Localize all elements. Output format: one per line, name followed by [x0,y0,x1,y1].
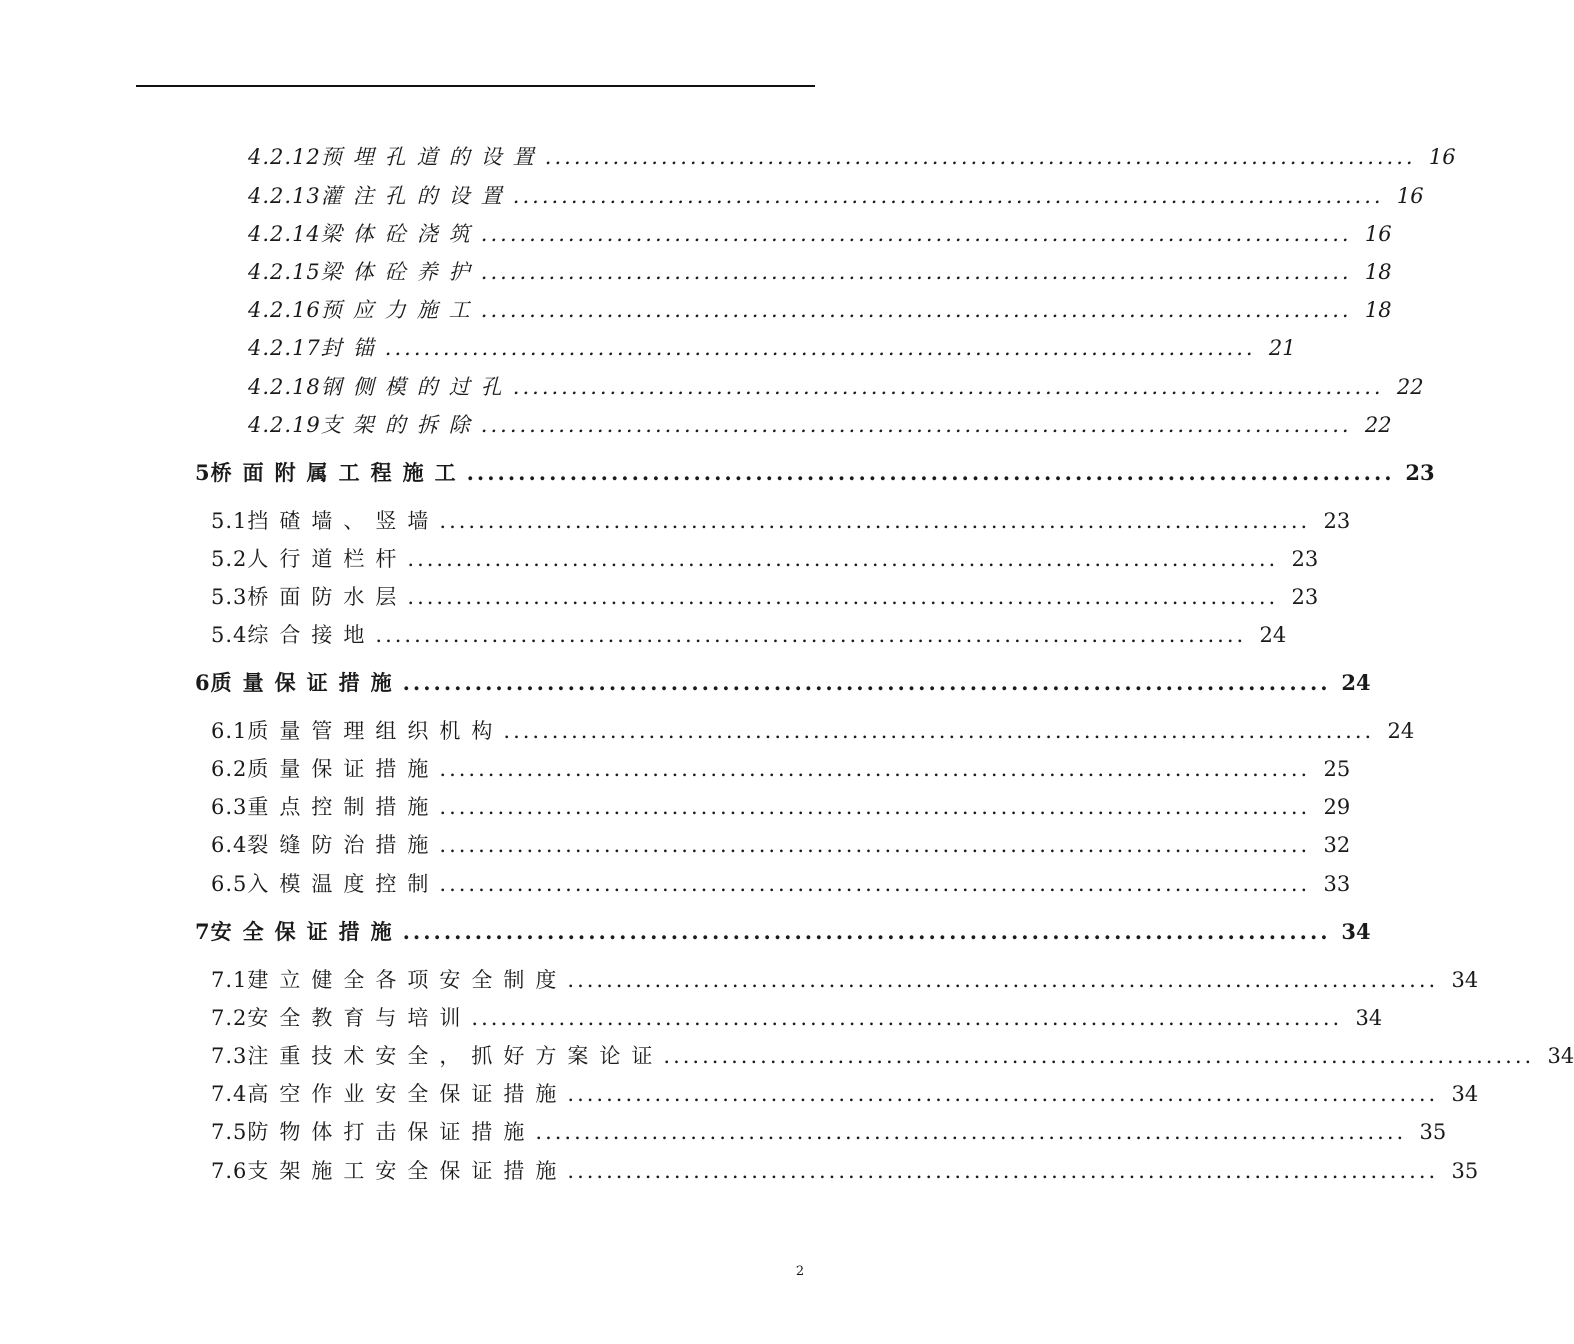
toc-entry-6-1[interactable] [211,718,1415,744]
toc-entry-4-2-15[interactable] [248,259,1392,285]
toc-entry-title: 入模温度控制 [247,872,440,896]
toc-entry-number: 7.2 [211,1006,248,1030]
toc-dot-leader: .......................................................................................... [466,460,1395,485]
toc-dot-leader: .......................................................................................... [512,375,1384,399]
toc-entry-page: 16 [1364,222,1392,246]
toc-entry-number: 4.2.18 [248,375,321,399]
toc-dot-leader: .......................................................................................... [439,872,1311,896]
toc-entry-title: 安全保证措施 [210,919,403,944]
toc-entry-5-1[interactable] [211,508,1351,534]
toc-entry-title: 综合接地 [247,623,376,647]
toc-entry-page: 34 [1451,968,1479,992]
toc-entry-5-4[interactable] [211,622,1287,648]
toc-entry-4-2-18[interactable] [248,374,1424,400]
toc-dot-leader: .......................................................................................... [375,623,1247,647]
toc-entry-title: 梁体砼养护 [320,260,481,284]
toc-dot-leader: .......................................................................................... [407,547,1279,571]
toc-dot-leader: .......................................................................................... [535,1120,1407,1144]
toc-entry-4-2-16[interactable] [248,297,1392,323]
toc-dot-leader: .......................................................................................... [567,1159,1439,1183]
toc-entry-title: 安全教育与培训 [247,1006,472,1030]
toc-entry-5-2[interactable] [211,546,1319,572]
toc-chapter-7[interactable] [195,919,1371,945]
page-number: 2 [795,1264,805,1279]
toc-entry-page: 25 [1323,757,1351,781]
toc-entry-number: 5.2 [211,547,248,571]
toc-entry-number: 4.2.12 [248,145,321,169]
toc-entry-page: 32 [1323,833,1351,857]
toc-dot-leader: .......................................................................................... [402,670,1331,695]
toc-dot-leader: .......................................................................................... [439,833,1311,857]
toc-entry-title: 防物体打击保证措施 [247,1120,536,1144]
toc-entry-number: 6.2 [211,757,248,781]
toc-entry-4-2-13[interactable] [248,183,1424,209]
toc-entry-title: 钢侧模的过孔 [320,375,513,399]
toc-entry-7-5[interactable] [211,1119,1447,1145]
toc-dot-leader: .......................................................................................... [471,1006,1343,1030]
toc-entry-page: 23 [1405,460,1435,485]
toc-dot-leader: .......................................................................................... [663,1044,1535,1068]
toc-entry-number: 5.3 [211,585,248,609]
toc-entry-number: 4.2.15 [248,260,321,284]
toc-entry-number: 5.4 [211,623,248,647]
toc-dot-leader: .......................................................................................... [402,919,1331,944]
toc-entry-6-5[interactable] [211,871,1351,897]
toc-entry-number: 5.1 [211,509,248,533]
toc-dot-leader: .......................................................................................... [512,184,1384,208]
toc-entry-title: 裂缝防治措施 [247,833,440,857]
toc-dot-leader: .......................................................................................... [544,145,1416,169]
toc-chapter-6[interactable] [195,670,1371,696]
toc-entry-title: 支架的拆除 [320,413,481,437]
toc-entry-page: 21 [1268,336,1296,360]
toc-dot-leader: .......................................................................................... [439,509,1311,533]
toc-entry-title: 质量管理组织机构 [247,719,504,743]
toc-entry-page: 18 [1364,298,1392,322]
toc-entry-page: 16 [1428,145,1456,169]
toc-entry-title: 预应力施工 [320,298,481,322]
toc-entry-page: 22 [1396,375,1424,399]
toc-entry-title: 桥面附属工程施工 [210,460,467,485]
toc-dot-leader: .......................................................................................... [439,757,1311,781]
toc-entry-number: 4.2.14 [248,222,321,246]
toc-dot-leader: .......................................................................................... [567,968,1439,992]
toc-entry-number: 7.4 [211,1082,248,1106]
toc-entry-page: 24 [1341,670,1371,695]
toc-entry-7-1[interactable] [211,967,1479,993]
toc-entry-number: 4.2.19 [248,413,321,437]
toc-entry-number: 7.3 [211,1044,248,1068]
toc-entry-page: 23 [1291,585,1319,609]
toc-dot-leader: .......................................................................................... [480,222,1352,246]
toc-dot-leader: .......................................................................................... [480,413,1352,437]
toc-entry-5-3[interactable] [211,584,1319,610]
toc-entry-number: 4.2.17 [248,336,321,360]
toc-entry-page: 34 [1341,919,1371,944]
toc-entry-4-2-14[interactable] [248,221,1392,247]
toc-dot-leader: .......................................................................................... [384,336,1256,360]
toc-dot-leader: .......................................................................................... [503,719,1375,743]
toc-entry-page: 34 [1451,1082,1479,1106]
toc-chapter-5[interactable] [195,460,1435,486]
toc-entry-title: 高空作业安全保证措施 [247,1082,568,1106]
toc-entry-number: 6.5 [211,872,248,896]
toc-dot-leader: .......................................................................................... [407,585,1279,609]
toc-entry-title: 桥面防水层 [247,585,408,609]
toc-entry-4-2-19[interactable] [248,412,1392,438]
toc-entry-number: 4.2.13 [248,184,321,208]
toc-entry-number: 7 [195,919,211,944]
toc-entry-title: 梁体砼浇筑 [320,222,481,246]
toc-entry-number: 6.1 [211,719,248,743]
toc-entry-page: 16 [1396,184,1424,208]
toc-dot-leader: .......................................................................................... [480,260,1352,284]
toc-entry-4-2-17[interactable] [248,335,1296,361]
toc-entry-number: 4.2.16 [248,298,321,322]
toc-entry-number: 5 [195,460,211,485]
toc-entry-number: 6.3 [211,795,248,819]
toc-entry-6-2[interactable] [211,756,1351,782]
toc-dot-leader: .......................................................................................... [567,1082,1439,1106]
toc-entry-title: 质量保证措施 [247,757,440,781]
toc-entry-title: 灌注孔的设置 [320,184,513,208]
toc-entry-title: 建立健全各项安全制度 [247,968,568,992]
toc-entry-page: 24 [1387,719,1415,743]
toc-entry-7-4[interactable] [211,1081,1479,1107]
toc-entry-7-3[interactable] [211,1043,1574,1069]
toc-entry-number: 7.6 [211,1159,248,1183]
toc-entry-7-6[interactable] [211,1158,1479,1184]
toc-entry-page: 24 [1259,623,1287,647]
toc-entry-title: 注重技术安全，抓好方案论证 [247,1044,664,1068]
toc-entry-title: 支架施工安全保证措施 [247,1159,568,1183]
toc-entry-title: 预埋孔道的设置 [320,145,545,169]
toc-entry-page: 34 [1547,1044,1574,1068]
toc-entry-page: 34 [1355,1006,1383,1030]
toc-dot-leader: .......................................................................................... [439,795,1311,819]
toc-entry-page: 35 [1419,1120,1447,1144]
toc-entry-4-2-12[interactable] [248,144,1456,170]
toc-entry-7-2[interactable] [211,1005,1383,1031]
toc-entry-title: 封锚 [320,336,385,360]
toc-entry-page: 29 [1323,795,1351,819]
toc-entry-page: 35 [1451,1159,1479,1183]
toc-entry-number: 7.1 [211,968,248,992]
toc-entry-title: 质量保证措施 [210,670,403,695]
toc-entry-page: 18 [1364,260,1392,284]
toc-entry-number: 6 [195,670,211,695]
toc-entry-page: 23 [1291,547,1319,571]
toc-entry-title: 重点控制措施 [247,795,440,819]
toc-entry-6-4[interactable] [211,832,1351,858]
toc-entry-number: 6.4 [211,833,248,857]
toc-dot-leader: .......................................................................................... [480,298,1352,322]
toc-entry-title: 挡碴墙、竖墙 [247,509,440,533]
toc-entry-number: 7.5 [211,1120,248,1144]
toc-entry-6-3[interactable] [211,794,1351,820]
toc-entry-page: 23 [1323,509,1351,533]
toc-entry-page: 22 [1364,413,1392,437]
toc-entry-page: 33 [1323,872,1351,896]
toc-entry-title: 人行道栏杆 [247,547,408,571]
